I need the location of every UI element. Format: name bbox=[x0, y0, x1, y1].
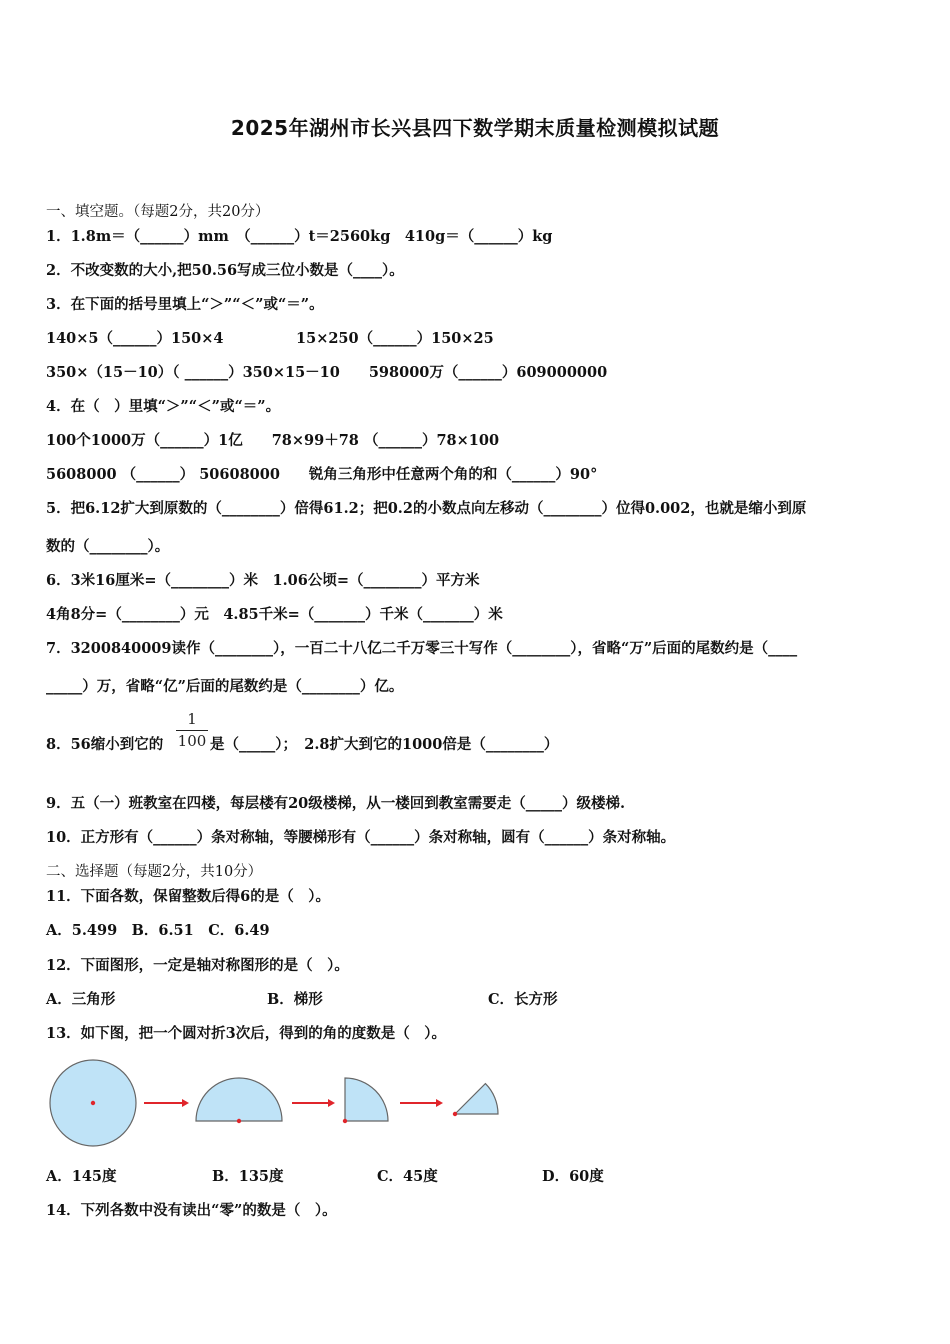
question-12-option-a: A．三角形 bbox=[46, 991, 116, 1008]
circle-folding-figure bbox=[46, 1056, 506, 1148]
question-4-row-1: 100个1000万（______）1亿 78×99＋78 （______）78×100 bbox=[46, 432, 500, 449]
half-circle-shape bbox=[196, 1078, 282, 1121]
question-13-option-a: A．145度 bbox=[46, 1168, 117, 1185]
page-title: 2025年湖州市长兴县四下数学期末质量检测模拟试题 bbox=[230, 116, 720, 140]
question-13-option-c: C．45度 bbox=[377, 1168, 438, 1185]
question-11: 11．下面各数，保留整数后得6的是（ ）。 bbox=[46, 888, 331, 905]
eighth-circle-shape bbox=[455, 1084, 498, 1114]
question-14: 14．下列各数中没有读出“零”的数是（ ）。 bbox=[46, 1202, 337, 1219]
quarter-circle-shape bbox=[345, 1078, 388, 1121]
question-4-row-2: 5608000 （______） 50608000 锐角三角形中任意两个角的和（______）90° bbox=[46, 466, 598, 483]
question-4: 4．在（ ）里填“＞”“＜”或“＝”。 bbox=[46, 398, 281, 415]
question-13: 13．如下图，把一个圆对折3次后，得到的角的度数是（ ）。 bbox=[46, 1025, 447, 1042]
question-2: 2．不改变数的大小,把50.56写成三位小数是（____）。 bbox=[46, 262, 404, 279]
question-3: 3．在下面的括号里填上“＞”“＜”或“＝”。 bbox=[46, 296, 324, 313]
fraction-bar bbox=[176, 730, 208, 731]
question-8-prefix: 8．56缩小到它的 bbox=[46, 736, 164, 753]
question-3-row-2: 350×（15－10）（ ______）350×15－10 598000万（______）609000000 bbox=[46, 364, 608, 381]
question-6-row-1: 6．3米16厘米=（________）米 1.06公顷=（________）平方米 bbox=[46, 572, 480, 589]
question-6-row-2: 4角8分=（________）元 4.85千米=（_______）千米（_______）米 bbox=[46, 606, 503, 623]
question-7-line-1: 7．3200840009读作（________），一百二十八亿二千万零三十写作（________），省略“万”后面的尾数约是（____ bbox=[46, 640, 798, 657]
question-9: 9．五（一）班教室在四楼，每层楼有20级楼梯，从一楼回到教室需要走（_____）级楼梯. bbox=[46, 795, 626, 812]
question-3-row-1: 140×5（______）150×4 15×250（______）150×25 bbox=[46, 330, 494, 347]
question-8-suffix: 是（_____）； 2.8扩大到它的1000倍是（________） bbox=[210, 736, 559, 753]
fraction-one-hundredth bbox=[176, 710, 208, 751]
question-7-line-2: _____）万，省略“亿”后面的尾数约是（________）亿。 bbox=[46, 678, 404, 695]
question-5-line-2: 数的（________）。 bbox=[46, 538, 170, 555]
section-heading-fill-blank: 一、填空题。（每题2分，共20分） bbox=[46, 204, 270, 220]
question-12-option-c: C．长方形 bbox=[488, 991, 558, 1008]
section-heading-choice: 二、选择题（每题2分，共10分） bbox=[46, 864, 263, 880]
fraction-denominator: 100 bbox=[177, 732, 207, 750]
circle-center-dot bbox=[91, 1101, 95, 1105]
arrow-2-icon bbox=[292, 1099, 335, 1107]
eighth-circle-center-dot bbox=[453, 1112, 457, 1116]
question-10: 10．正方形有（______）条对称轴，等腰梯形有（______）条对称轴，圆有（______）条对称轴。 bbox=[46, 829, 676, 846]
question-12-option-b: B．梯形 bbox=[267, 991, 323, 1008]
half-circle-center-dot bbox=[237, 1119, 241, 1123]
quarter-circle-center-dot bbox=[343, 1119, 347, 1123]
question-12: 12．下面图形，一定是轴对称图形的是（ ）。 bbox=[46, 957, 349, 974]
fraction-numerator: 1 bbox=[187, 710, 197, 728]
question-13-option-d: D．60度 bbox=[542, 1168, 604, 1185]
question-11-options: A．5.499 B．6.51 C．6.49 bbox=[46, 922, 270, 939]
question-1: 1．1.8m＝（______）mm （______）t＝2560kg 410g＝（______）kg bbox=[46, 228, 553, 245]
question-5-line-1: 5．把6.12扩大到原数的（________）倍得61.2；把0.2的小数点向左移动（________）位得0.002，也就是缩小到原 bbox=[46, 500, 807, 517]
arrow-3-icon bbox=[400, 1099, 443, 1107]
arrow-1-icon bbox=[144, 1099, 189, 1107]
question-13-option-b: B．135度 bbox=[212, 1168, 284, 1185]
